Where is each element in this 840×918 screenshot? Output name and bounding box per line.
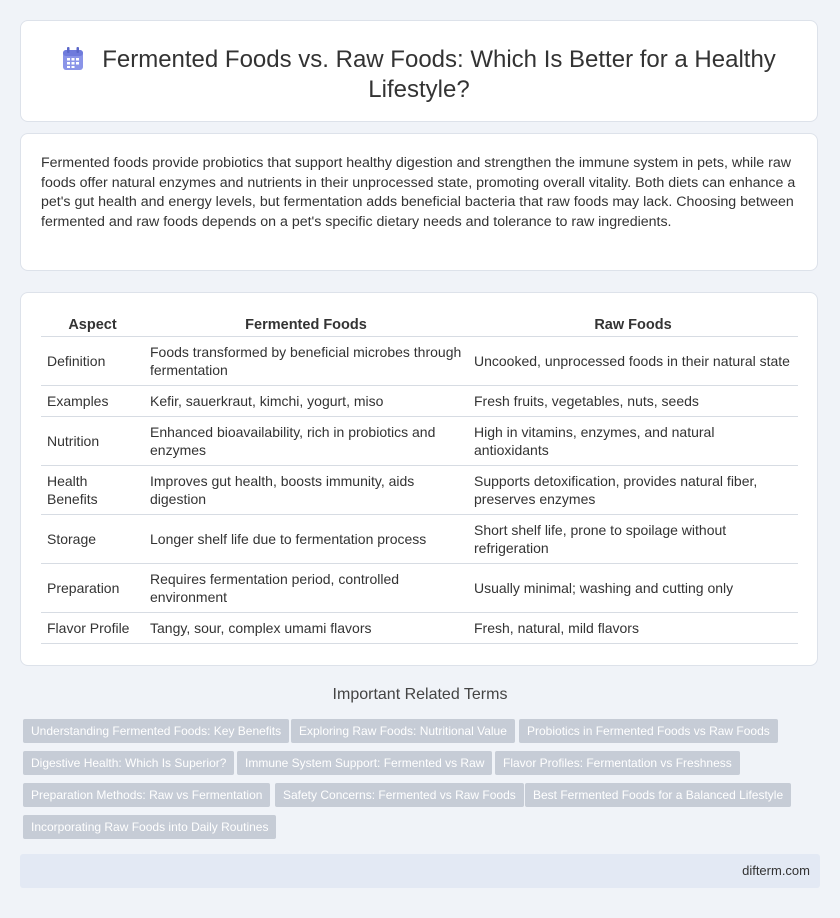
table-cell: Uncooked, unprocessed foods in their natural state [468, 337, 798, 386]
related-tag[interactable]: Best Fermented Foods for a Balanced Lifestyle [525, 783, 791, 807]
table-cell: Definition [41, 337, 144, 386]
table-cell: Improves gut health, boosts immunity, aids digestion [144, 466, 468, 515]
table-row [41, 515, 798, 564]
table-cell: Usually minimal; washing and cutting only [468, 564, 798, 613]
table-cell: High in vitamins, enzymes, and natural antioxidants [468, 417, 798, 466]
title-line-1: Fermented Foods vs. Raw Foods: Which Is Better for a Healthy [102, 46, 776, 73]
table-cell: Fresh, natural, mild flavors [468, 613, 798, 644]
table-cell: Foods transformed by beneficial microbes through fermentation [144, 337, 468, 386]
table-cell: Kefir, sauerkraut, kimchi, yogurt, miso [144, 386, 468, 417]
related-tag[interactable]: Understanding Fermented Foods: Key Benefits [23, 719, 289, 743]
table-cell: Requires fermentation period, controlled environment [144, 564, 468, 613]
page-title [21, 45, 817, 105]
related-terms-heading: Important Related Terms [332, 686, 508, 703]
title-line-2: Lifestyle? [368, 76, 470, 103]
comparison-table [41, 315, 798, 644]
table-cell: Storage [41, 515, 144, 564]
calendar-icon [62, 47, 84, 71]
table-cell: Flavor Profile [41, 613, 144, 644]
table-cell: Fresh fruits, vegetables, nuts, seeds [468, 386, 798, 417]
related-tag[interactable]: Preparation Methods: Raw vs Fermentation [23, 783, 270, 807]
table-row [41, 417, 798, 466]
table-cell: Enhanced bioavailability, rich in probiotics and enzymes [144, 417, 468, 466]
table-cell: Short shelf life, prone to spoilage without refrigeration [468, 515, 798, 564]
header-aspect: Aspect [41, 315, 144, 337]
table-cell: Health Benefits [41, 466, 144, 515]
table-header-row [41, 315, 798, 337]
related-tag[interactable]: Probiotics in Fermented Foods vs Raw Foods [519, 719, 778, 743]
table-cell: Tangy, sour, complex umami flavors [144, 613, 468, 644]
table-row [41, 466, 798, 515]
related-tag[interactable]: Digestive Health: Which Is Superior? [23, 751, 234, 775]
table-cell: Longer shelf life due to fermentation process [144, 515, 468, 564]
comparison-card [20, 292, 818, 666]
header-raw: Raw Foods [468, 315, 798, 337]
table-cell: Supports detoxification, provides natural fiber, preserves enzymes [468, 466, 798, 515]
header-fermented: Fermented Foods [144, 315, 468, 337]
intro-paragraph: Fermented foods provide probiotics that support healthy digestion and strengthen the immune system in pets, while raw foods offer natural enzymes and nutrients in their unprocessed state, promoting overall vitality. Both diets can enhance a pet's gut health and energy levels, but fermentation adds beneficial bacteria that raw foods may lack. Choosing between fermented and raw foods depends on a pet's specific dietary needs and tolerance to raw ingredients. [41, 155, 796, 230]
table-row [41, 613, 798, 644]
table-row [41, 564, 798, 613]
related-tag[interactable]: Flavor Profiles: Fermentation vs Freshness [495, 751, 740, 775]
related-tag[interactable]: Incorporating Raw Foods into Daily Routines [23, 815, 276, 839]
table-cell: Examples [41, 386, 144, 417]
intro-card [20, 133, 818, 271]
table-row [41, 337, 798, 386]
related-tag[interactable]: Exploring Raw Foods: Nutritional Value [291, 719, 515, 743]
table-row [41, 386, 798, 417]
title-card [20, 20, 818, 122]
related-tag[interactable]: Immune System Support: Fermented vs Raw [237, 751, 492, 775]
table-cell: Nutrition [41, 417, 144, 466]
footer-site-link[interactable]: difterm.com [742, 863, 810, 878]
related-tag[interactable]: Safety Concerns: Fermented vs Raw Foods [275, 783, 524, 807]
table-cell: Preparation [41, 564, 144, 613]
footer [20, 854, 820, 888]
